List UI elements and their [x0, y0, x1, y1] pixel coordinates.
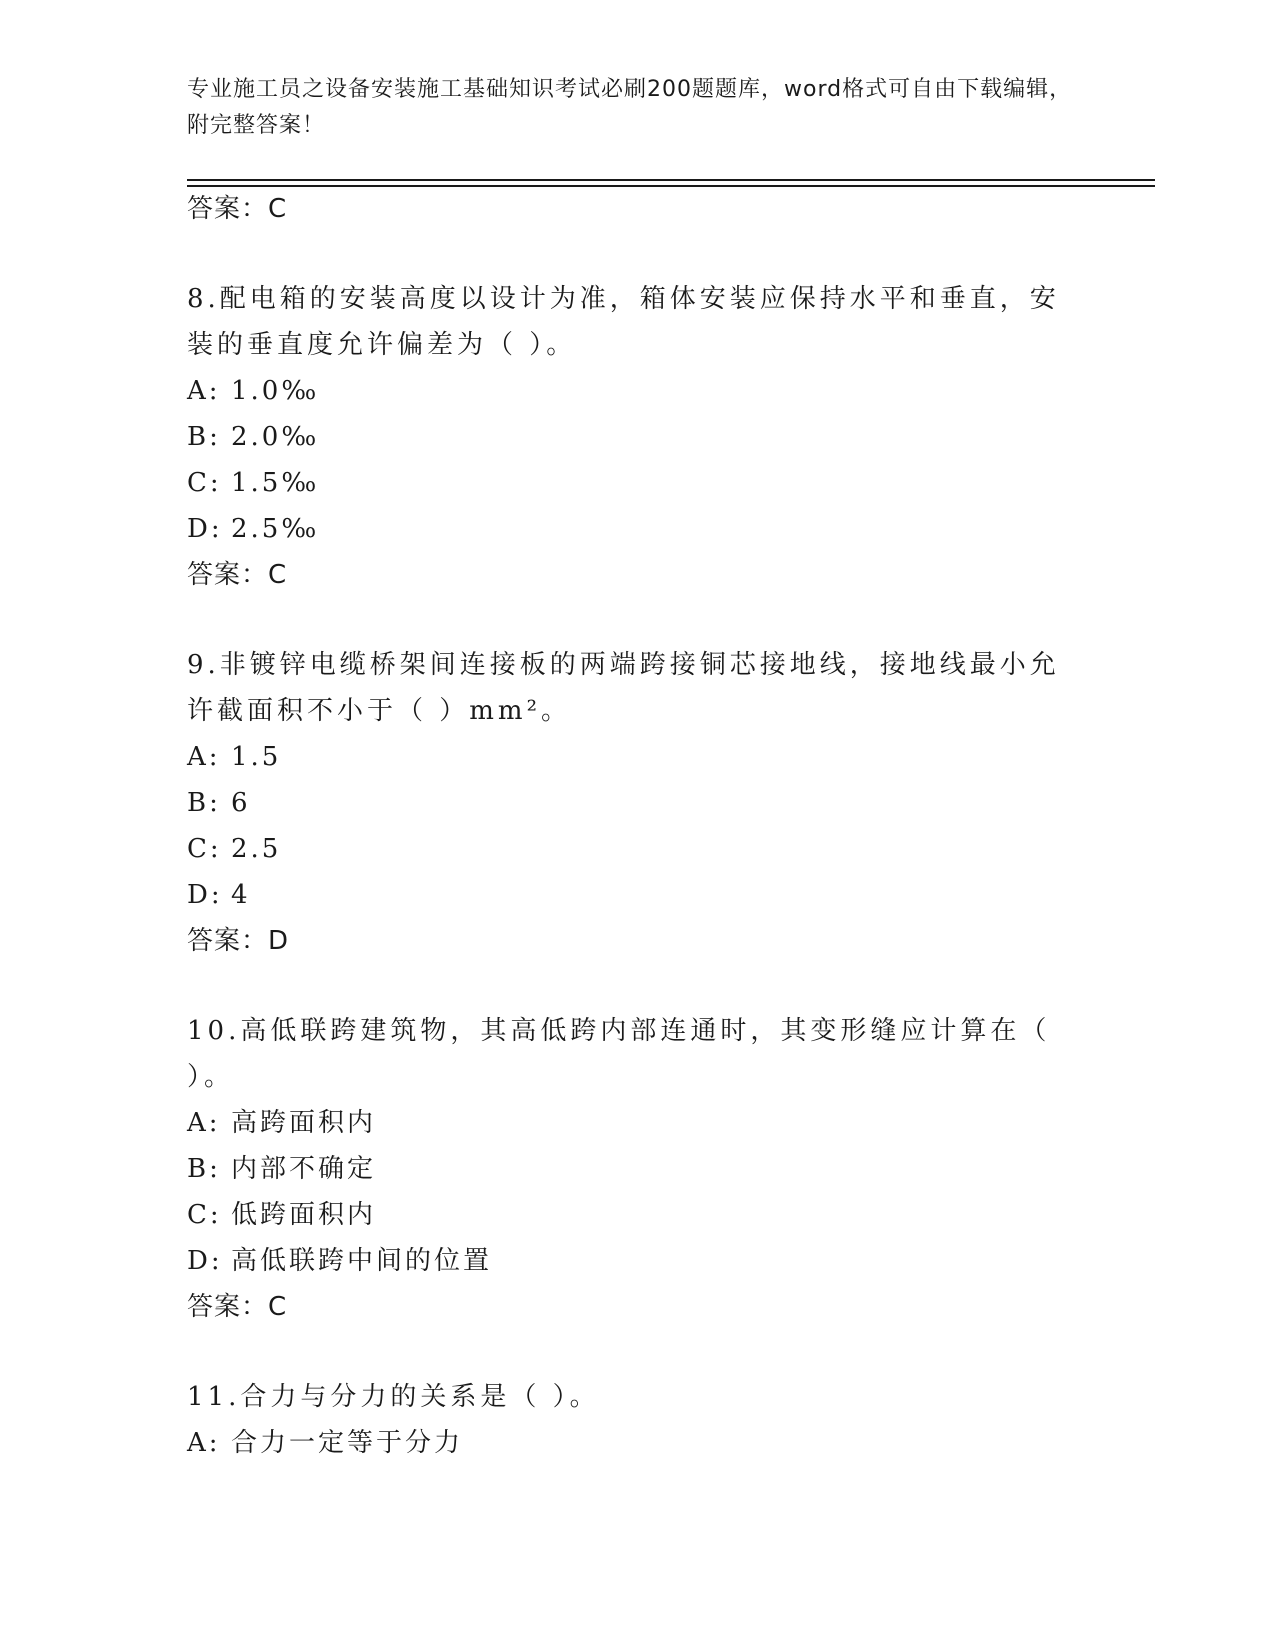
option-item [187, 506, 1087, 552]
option-item [187, 734, 1087, 780]
option-text: 合力一定等于分力 [231, 1428, 464, 1458]
option-item [187, 826, 1087, 872]
page-header: 专业施工员之设备安装施工基础知识考试必刷200题题库，word格式可自由下载编辑，附完整答案！ [187, 77, 1073, 138]
option-letter: A: [187, 1428, 221, 1458]
option-letter: D: [187, 514, 223, 544]
option-text: 2.5‰ [231, 514, 320, 544]
answer-line: 答案：C [187, 1292, 288, 1322]
question-text: 9.非镀锌电缆桥架间连接板的两端跨接铜芯接地线，接地线最小允许截面积不小于（ ）mm²。 [187, 650, 1060, 726]
option-letter: A: [187, 742, 221, 772]
option-text: 1.5 [231, 742, 282, 772]
option-letter: B: [187, 788, 221, 818]
header-divider-top [187, 179, 1155, 181]
option-text: 低跨面积内 [231, 1200, 377, 1230]
option-text: 2.5 [231, 834, 282, 864]
option-letter: C: [187, 834, 222, 864]
question-text: 10.高低联跨建筑物，其高低跨内部连通时，其变形缝应计算在（ ）。 [187, 1016, 1051, 1092]
option-letter: C: [187, 468, 222, 498]
answer-line: 答案：D [187, 926, 290, 956]
option-item [187, 1100, 1087, 1146]
option-item [187, 1146, 1087, 1192]
option-item [187, 1420, 1087, 1466]
option-item [187, 780, 1087, 826]
option-text: 2.0‰ [231, 422, 320, 452]
option-text: 1.0‰ [231, 376, 320, 406]
answer-line: 答案：C [187, 560, 288, 590]
option-letter: C: [187, 1200, 222, 1230]
question-list [187, 186, 1087, 1466]
option-letter: A: [187, 376, 221, 406]
option-text: 6 [231, 788, 251, 818]
option-text: 高低联跨中间的位置 [231, 1246, 493, 1276]
option-item [187, 872, 1087, 918]
option-text: 1.5‰ [231, 468, 320, 498]
option-text: 高跨面积内 [231, 1108, 377, 1138]
option-letter: B: [187, 1154, 221, 1184]
question-text: 8.配电箱的安装高度以设计为准，箱体安装应保持水平和垂直，安装的垂直度允许偏差为（ ）。 [187, 284, 1060, 360]
option-text: 内部不确定 [231, 1154, 377, 1184]
option-item [187, 414, 1087, 460]
option-item [187, 460, 1087, 506]
option-text: 4 [231, 880, 251, 910]
answer-line: 答案：C [187, 194, 288, 224]
option-item [187, 368, 1087, 414]
option-letter: D: [187, 1246, 223, 1276]
option-letter: D: [187, 880, 223, 910]
question-text: 11.合力与分力的关系是（ ）。 [187, 1382, 600, 1412]
option-item [187, 1238, 1087, 1284]
option-letter: B: [187, 422, 221, 452]
option-item [187, 1192, 1087, 1238]
option-letter: A: [187, 1108, 221, 1138]
